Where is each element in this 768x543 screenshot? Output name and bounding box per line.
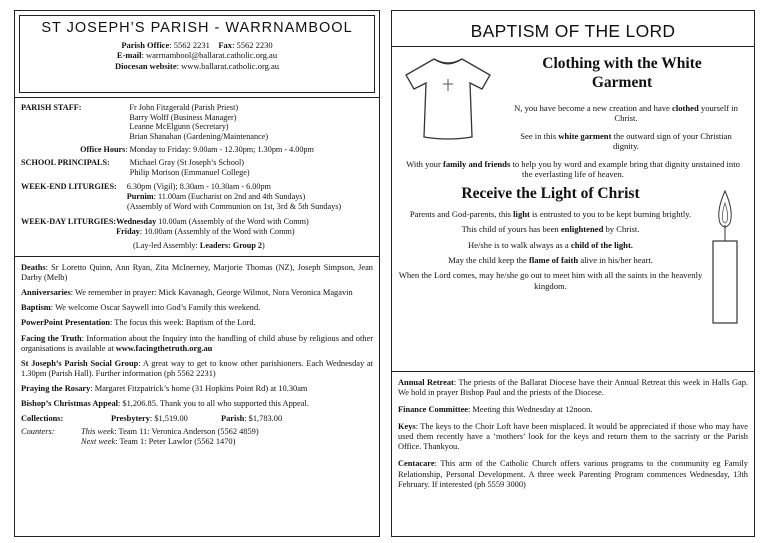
- news-item: Deaths: Sr Loretto Quinn, Ann Ryan, Zita McInerney, Marjorie Thomas (NZ), Joseph Simpson, Jean Darby (Melb): [21, 263, 373, 283]
- white-garment-icon: [400, 55, 496, 141]
- office-contact: Parish Office: 5562 2231 Fax: 5562 2230: [121, 40, 273, 51]
- candle-icon: [708, 187, 742, 327]
- news-item: Bishop’s Christmas Appeal: $1,206.85. Thank you to all who supported this Appeal.: [21, 398, 309, 408]
- page-title: BAPTISM OF THE LORD: [392, 11, 754, 47]
- counters: Counters: This week: Team 11: Veronica Anderson (5562 4859) Next week: Team 1: Peter Lawlor (5562 1470): [21, 426, 259, 446]
- website-link[interactable]: : www.ballarat.catholic.org.au: [176, 60, 280, 71]
- website-line: Diocesan website: www.ballarat.catholic.org.au: [114, 60, 280, 71]
- light-text: Parents and God-parents, this light is entrusted to you to be kept burning brightly. This child of yours has been enlightened by Christ. He/she is to walk always as a child of the light. May the child keep the flame of faith alive in his/her heart. When the Lord comes, may he/she go out to meet him with all the saints in the heavenly kingdom.: [398, 209, 703, 291]
- office-hours: Office Hours: Monday to Friday: 9.00am - 12.30pm; 1.30pm - 4.00pm: [80, 144, 314, 154]
- staff-member: Leanne McElgunn (Secretary): [129, 122, 229, 132]
- notice-item: Centacare: This arm of the Catholic Church offers various programs to the community eg Family Relationship, Personal Development. A three week Parenting Program commences Wednesday, 13th February. If interested (ph 5559 3000): [398, 459, 748, 489]
- light-heading: Receive the Light of Christ: [461, 185, 640, 202]
- notice-item: Annual Retreat: The priests of the Ballarat Diocese have their Annual Retreat this week in Halls Gap. We hold in prayer Bishop Paul and the priests of the Diocese.: [398, 378, 748, 398]
- parish-title: ST JOSEPH’S PARISH - WARRNAMBOOL: [41, 20, 353, 36]
- news-item: Praying the Rosary: Margaret Fitzpatrick’s home (31 Hopkins Point Rd) at 10.30am: [21, 383, 308, 393]
- news-item: St Joseph’s Parish Social Group: A great way to get to know other parishioners. Each Wednesday at 1.30pm (Parish Hall). Further information (ph 5562 2231): [21, 358, 373, 378]
- notice-item: Finance Committee: Meeting this Wednesday at 12noon.: [398, 405, 593, 415]
- email-line: E-mail: warrnambool@ballarat.catholic.org.au: [116, 50, 278, 61]
- lay-led-assembly: (Lay-led Assembly: Leaders: Group 2): [133, 240, 265, 250]
- staff-label: PARISH STAFF:: [21, 103, 82, 112]
- staff-list: [129, 103, 268, 142]
- news-section: [15, 256, 379, 452]
- email-link[interactable]: : warrnambool@ballarat.catholic.org.au: [141, 50, 278, 61]
- notices-section: [392, 371, 754, 503]
- left-panel: [14, 10, 380, 537]
- collections: Collections: Presbytery: $1,519.00 Parish: $1,783.00: [21, 414, 283, 424]
- staff-member: Fr John Fitzgerald (Parish Priest): [129, 103, 239, 112]
- news-item: Anniversaries: We remember in prayer: Mick Kavanagh, George Wilmot, Nora Veronica Magavin: [21, 288, 353, 298]
- garment-heading: Clothing with the White Garment: [542, 55, 702, 91]
- baptism-rites: Clothing with the White Garment N, you have become a new creation and have clothed yourself in Christ. See in this white garment the outward sign of your Christian dignity. With your family and friends to help you by word and example bring that dignity unstained into the everlasting life of heaven. Receive the Light of Christ Parents and God-parents, this light is entrusted to you to be kept burning brightly. This child of yours has been enlightened by Christ. He/she is to walk always as a child of the light. May the child keep the flame of faith alive in his/her heart. When the Lord comes, may he/she go out to meet him with all the saints in the heavenly kingdom.: [392, 47, 754, 219]
- parish-header: [19, 15, 375, 93]
- facing-truth-link[interactable]: www.facingthetruth.org.au: [115, 343, 213, 353]
- news-item: Baptism: We welcome Oscar Saywell into God’s Family this weekend.: [21, 303, 261, 313]
- staff-member: Brian Shanahan (Gardening/Maintenance): [129, 132, 269, 142]
- weekday-liturgies: WEEK-DAY LITURGIES: Wednesday 10.00am (Assembly of the Word with Comm) Friday: 10.00am (Assembly of the Word with Comm): [21, 217, 309, 237]
- news-item: PowerPoint Presentation: The focus this week: Baptism of the Lord.: [21, 318, 256, 328]
- principals: SCHOOL PRINCIPALS: Michael Gray (St Joseph’s School) Philip Morison (Emmanuel College): [21, 157, 250, 177]
- notice-item: Keys: The keys to the Choir Loft have been misplaced. It would be appreciated if those who may have used them recently have a ‘mothers’ look for the keys and return them to the sacristy or the Parish Office. Thankyou.: [398, 422, 748, 452]
- weekend-liturgies: WEEK-END LITURGIES: 6.30pm (Vigil); 8.30am - 10.30am - 6.00pm Purnim: 11.00am (Eucharist on 2nd and 4th Sundays): [21, 182, 306, 202]
- news-item: Facing the Truth: Information about the Inquiry into the handling of child abuse by religious and other organisations is available at www.facingthetruth.org.au: [21, 333, 373, 353]
- staff-member: Barry Wolff (Business Manager): [129, 112, 237, 122]
- staff-section: PARISH STAFF: Fr John Fitzgerald (Parish Priest) Barry Wolff (Business Manager) Leanne McElgunn (Secretary) Brian Shanahan (Gardening/Maintenance) Office Hours: Monday to Friday: 9.00am - 12.30pm; 1.30pm - 4.00pm SCHOOL PRINCIPALS: Michael Gray (St Joseph’s School) Philip Morison (Emmanuel College) WEEK-END LITURGIES: 6.30pm (Vigil); 8.30am - 10.30am - 6.00pm Purnim: 11.00am (Eucharist on 2nd and 4th Sundays) (Assembly of Word with Communion on 1st, 3rd & 5th Sundays) WEEK-DAY LITURGIES: Wednesday 10.00am (Assembly of the Word with Comm) Friday: 10.00am (Assembly of the Word with Comm) (Lay-led Assembly: Leaders: Group 2): [15, 97, 379, 256]
- right-panel: [391, 10, 755, 537]
